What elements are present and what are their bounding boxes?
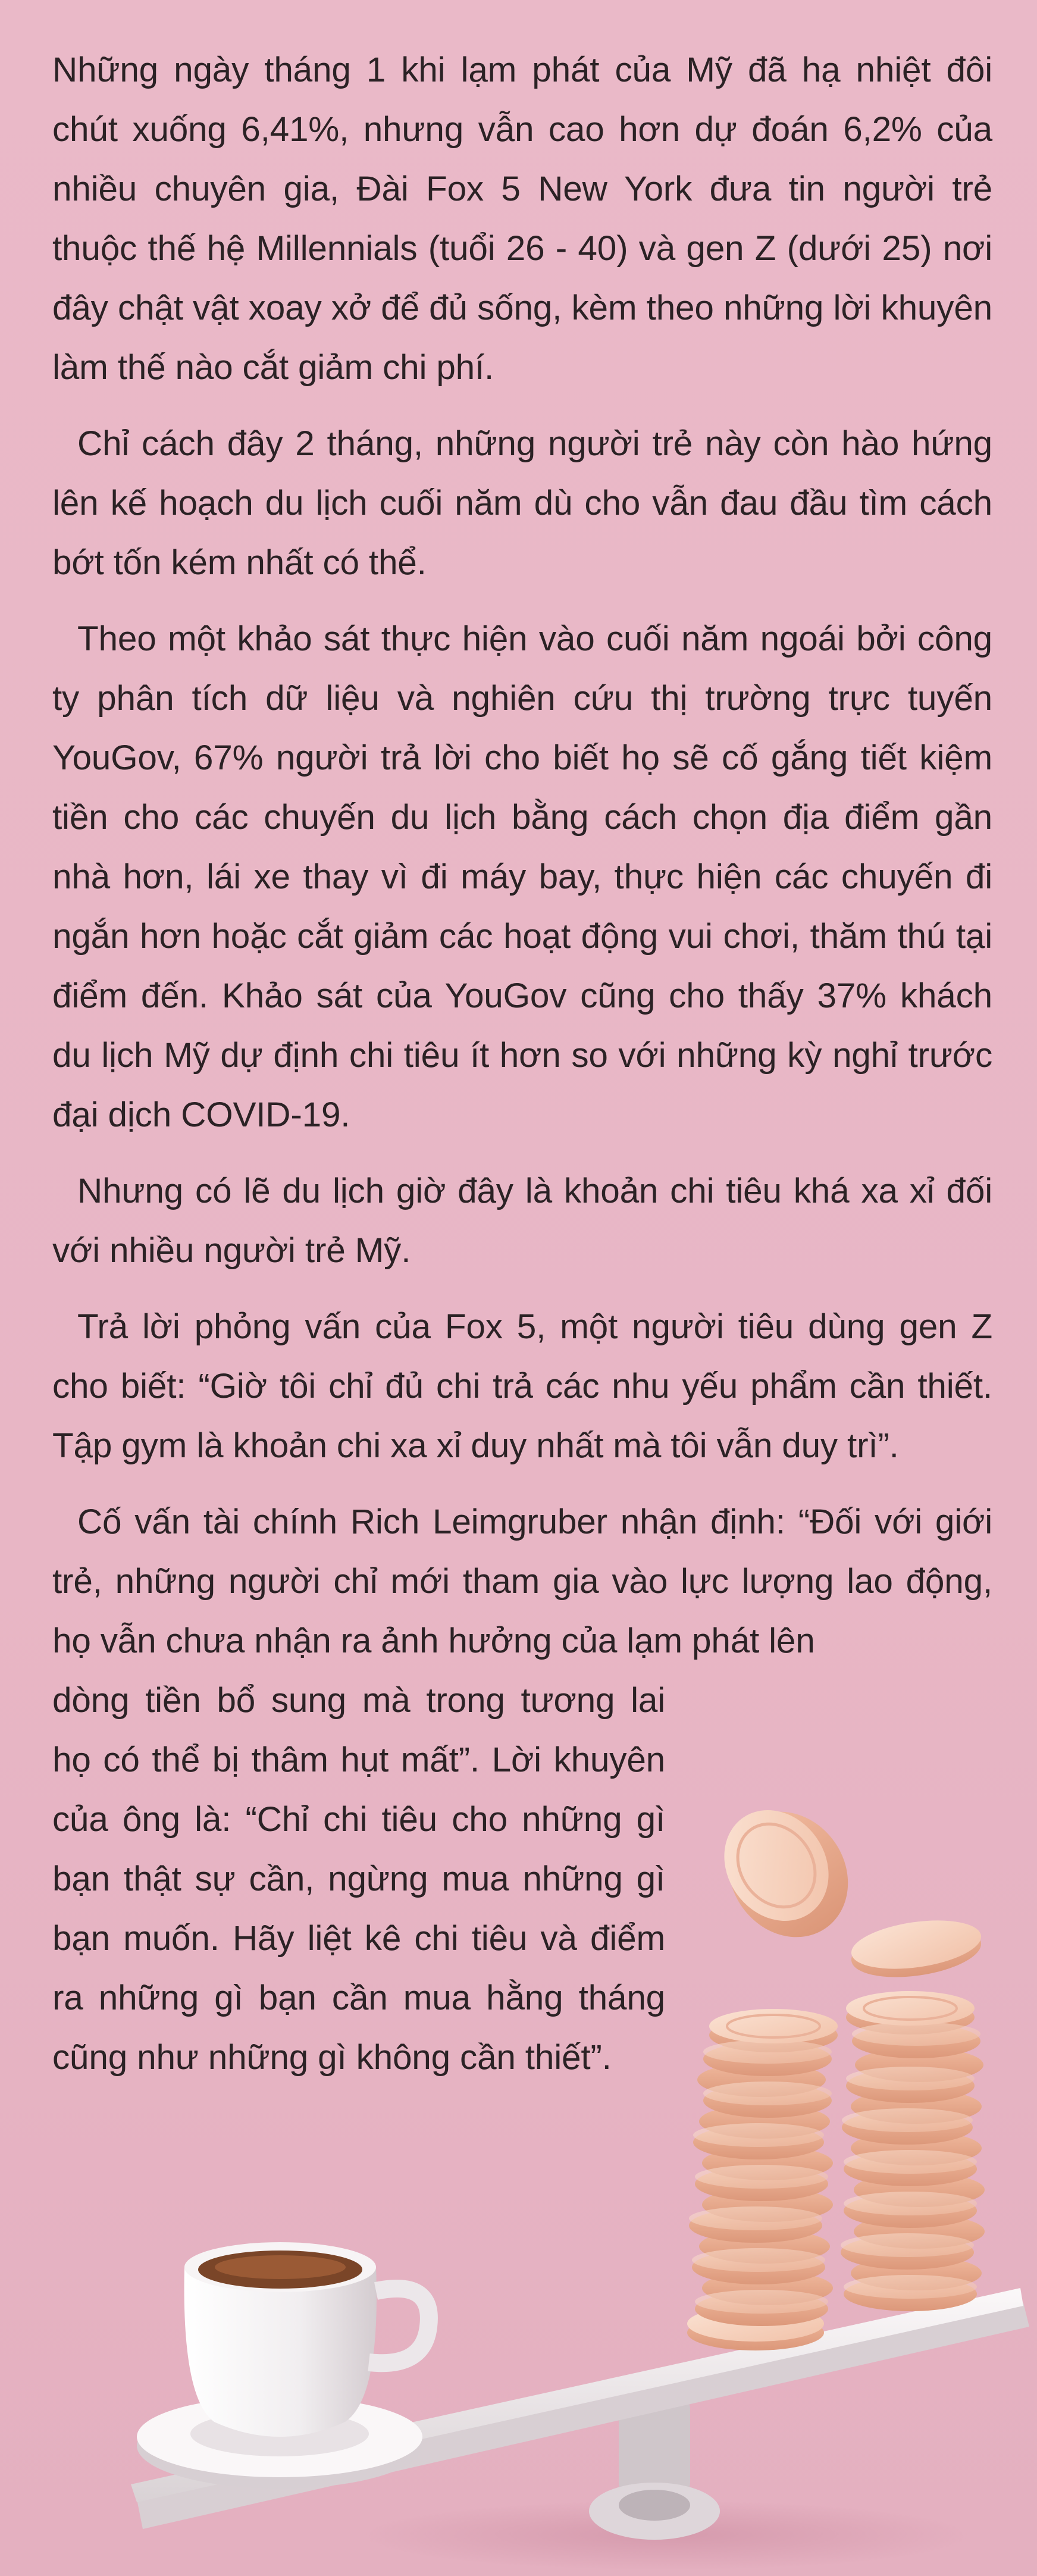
paragraph-6 — [52, 1492, 992, 1671]
paragraph-2: Chỉ cách đây 2 tháng, những người trẻ này còn hào hứng lên kế hoạch du lịch cuối năm dù cho vẫn đau đầu tìm cách bớt tốn kém nhất có thể. — [52, 424, 992, 582]
paragraph-6-lead: Cố vấn tài chính Rich Leimgruber nhận định: “Đối với giới trẻ, những người chỉ mới tham gia vào lực lượng lao động, họ vẫn chưa nhận ra ảnh hưởng của lạm phát lên — [52, 1503, 992, 1660]
paragraph-3: Theo một khảo sát thực hiện vào cuối năm ngoái bởi công ty phân tích dữ liệu và nghiên cứu thị trường trực tuyến YouGov, 67% người trả lời cho biết họ sẽ cố gắng tiết kiệm tiền cho các chuyến du lịch bằng cách chọn địa điểm gần nhà hơn, lái xe thay vì đi máy bay, thực hiện các chuyến đi ngắn hơn hoặc cắt giảm các hoạt động vui chơi, thăm thú tại điểm đến. Khảo sát của YouGov cũng cho thấy 37% khách du lịch Mỹ dự định chi tiêu ít hơn so với những kỳ nghỉ trước đại dịch COVID-19. — [52, 619, 992, 1134]
paragraph-1: Những ngày tháng 1 khi lạm phát của Mỹ đã hạ nhiệt đôi chút xuống 6,41%, nhưng vẫn cao hơn dự đoán 6,2% của nhiều chuyên gia, Đài Fox 5 New York đưa tin người trẻ thuộc thế hệ Millennials (tuổi 26 - 40) và gen Z (dưới 25) nơi đây chật vật xoay xở để đủ sống, kèm theo những lời khuyên làm thế nào cắt giảm chi phí. — [52, 51, 992, 387]
coffee-cup-icon — [137, 2242, 429, 2489]
paragraph-5: Trả lời phỏng vấn của Fox 5, một người tiêu dùng gen Z cho biết: “Giờ tôi chỉ đủ chi trả các nhu yếu phẩm cần thiết. Tập gym là khoản chi xa xỉ duy nhất mà tôi vẫn duy trì”. — [52, 1307, 992, 1465]
paragraph-6-wrapped-text: dòng tiền bổ sung mà trong tương lai họ có thể bị thâm hụt mất”. Lời khuyên của ông là: “Chỉ chi tiêu cho những gì bạn thật sự cần, ngừng mua những gì bạn muốn. Hãy liệt kê chi tiêu và điểm ra những gì bạn cần mua hằng tháng cũng như những gì không cần thiết”. — [52, 1681, 665, 2077]
coin-stack-icon — [687, 1913, 985, 2350]
falling-coin-icon — [703, 1788, 872, 1960]
illustration-balance — [0, 1755, 1037, 2576]
paragraph-4: Nhưng có lẽ du lịch giờ đây là khoản chi tiêu khá xa xỉ đối với nhiều người trẻ Mỹ. — [52, 1172, 992, 1270]
